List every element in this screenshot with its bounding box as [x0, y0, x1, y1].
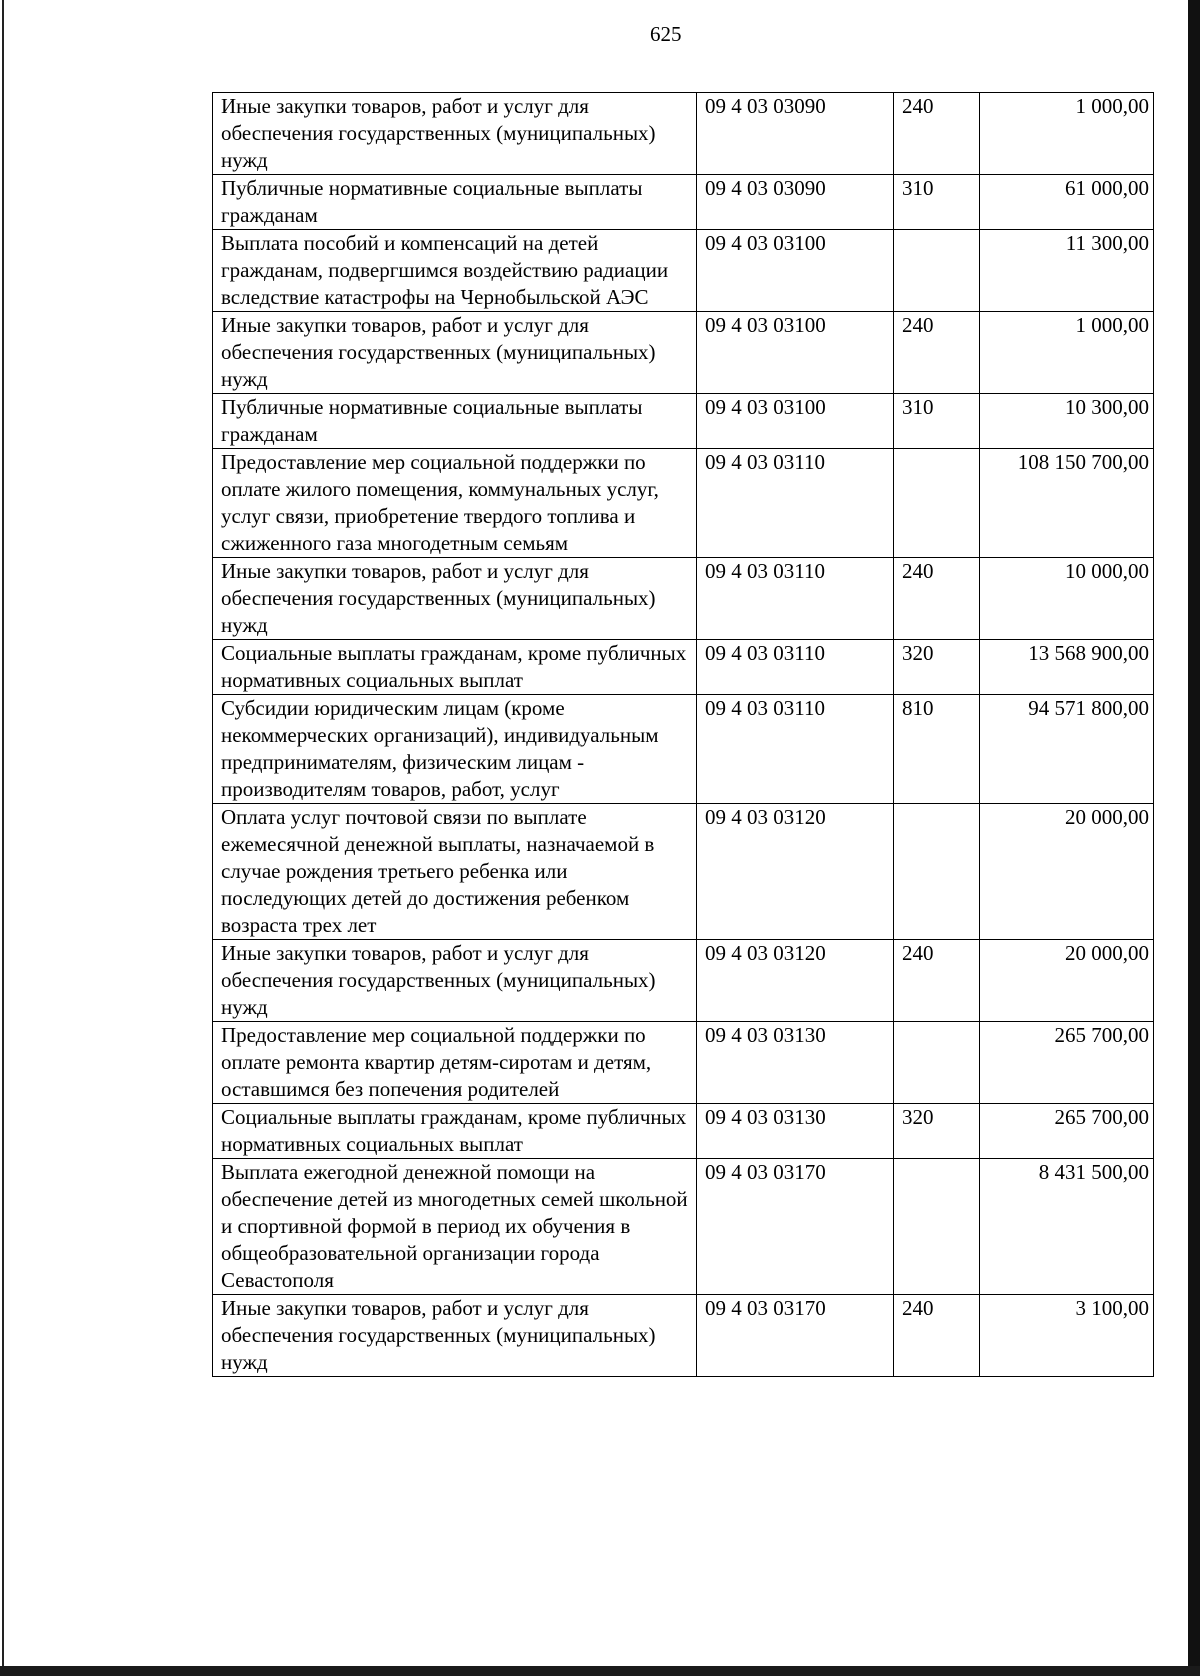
expense-name-cell: Иные закупки товаров, работ и услуг для обеспечения государственных (муниципальных) нужд — [213, 1295, 697, 1377]
expense-type-cell: 240 — [894, 558, 980, 640]
amount-cell: 11 300,00 — [980, 230, 1154, 312]
table-row — [213, 93, 1154, 175]
expense-type-cell — [894, 804, 980, 940]
target-code-cell: 09 4 03 03130 — [697, 1022, 894, 1104]
target-code-cell: 09 4 03 03110 — [697, 640, 894, 695]
table-row — [213, 230, 1154, 312]
expense-name-cell: Социальные выплаты гражданам, кроме публичных нормативных социальных выплат — [213, 1104, 697, 1159]
amount-cell: 1 000,00 — [980, 312, 1154, 394]
expense-name-cell: Публичные нормативные социальные выплаты гражданам — [213, 394, 697, 449]
amount-cell: 265 700,00 — [980, 1104, 1154, 1159]
table-row — [213, 312, 1154, 394]
amount-cell: 94 571 800,00 — [980, 695, 1154, 804]
expense-type-cell: 240 — [894, 312, 980, 394]
amount-cell: 10 300,00 — [980, 394, 1154, 449]
table-row — [213, 1159, 1154, 1295]
table-row — [213, 940, 1154, 1022]
scan-edge-right — [1188, 0, 1200, 1666]
expense-type-cell — [894, 449, 980, 558]
target-code-cell: 09 4 03 03120 — [697, 940, 894, 1022]
amount-cell: 108 150 700,00 — [980, 449, 1154, 558]
target-code-cell: 09 4 03 03170 — [697, 1295, 894, 1377]
target-code-cell: 09 4 03 03110 — [697, 449, 894, 558]
table-row — [213, 640, 1154, 695]
amount-cell: 20 000,00 — [980, 940, 1154, 1022]
budget-table — [212, 92, 1154, 1377]
expense-name-cell: Предоставление мер социальной поддержки по оплате ремонта квартир детям-сиротам и детям, оставшимся без попечения родителей — [213, 1022, 697, 1104]
target-code-cell: 09 4 03 03170 — [697, 1159, 894, 1295]
expense-type-cell: 240 — [894, 93, 980, 175]
table-row — [213, 175, 1154, 230]
expense-type-cell: 310 — [894, 394, 980, 449]
target-code-cell: 09 4 03 03100 — [697, 394, 894, 449]
expense-name-cell: Иные закупки товаров, работ и услуг для обеспечения государственных (муниципальных) нужд — [213, 940, 697, 1022]
expense-type-cell: 320 — [894, 1104, 980, 1159]
expense-name-cell: Субсидии юридическим лицам (кроме некоммерческих организаций), индивидуальным предпринимателям, физическим лицам - производителям товаров, работ, услуг — [213, 695, 697, 804]
target-code-cell: 09 4 03 03100 — [697, 312, 894, 394]
expense-name-cell: Предоставление мер социальной поддержки по оплате жилого помещения, коммунальных услуг, услуг связи, приобретение твердого топлива и сжиженного газа многодетным семьям — [213, 449, 697, 558]
budget-table-body — [213, 93, 1154, 1377]
page-number: 625 — [650, 22, 682, 46]
target-code-cell: 09 4 03 03090 — [697, 93, 894, 175]
expense-type-cell: 240 — [894, 940, 980, 1022]
expense-name-cell: Социальные выплаты гражданам, кроме публичных нормативных социальных выплат — [213, 640, 697, 695]
expense-type-cell — [894, 1159, 980, 1295]
expense-type-cell: 240 — [894, 1295, 980, 1377]
amount-cell: 265 700,00 — [980, 1022, 1154, 1104]
amount-cell: 3 100,00 — [980, 1295, 1154, 1377]
scan-edge-left — [2, 0, 4, 1676]
table-row — [213, 695, 1154, 804]
expense-name-cell: Выплата ежегодной денежной помощи на обеспечение детей из многодетных семей школьной и спортивной формой в период их обучения в общеобразовательной организации города Севастополя — [213, 1159, 697, 1295]
scan-edge-bottom — [0, 1666, 1200, 1676]
target-code-cell: 09 4 03 03130 — [697, 1104, 894, 1159]
expense-type-cell — [894, 1022, 980, 1104]
table-row — [213, 449, 1154, 558]
expense-name-cell: Оплата услуг почтовой связи по выплате ежемесячной денежной выплаты, назначаемой в случае рождения третьего ребенка или последующих детей до достижения ребенком возраста трех лет — [213, 804, 697, 940]
table-row — [213, 558, 1154, 640]
expense-type-cell: 320 — [894, 640, 980, 695]
expense-name-cell: Иные закупки товаров, работ и услуг для обеспечения государственных (муниципальных) нужд — [213, 93, 697, 175]
expense-name-cell: Публичные нормативные социальные выплаты гражданам — [213, 175, 697, 230]
amount-cell: 13 568 900,00 — [980, 640, 1154, 695]
amount-cell: 1 000,00 — [980, 93, 1154, 175]
expense-name-cell: Иные закупки товаров, работ и услуг для обеспечения государственных (муниципальных) нужд — [213, 312, 697, 394]
table-row — [213, 1104, 1154, 1159]
target-code-cell: 09 4 03 03120 — [697, 804, 894, 940]
table-row — [213, 394, 1154, 449]
expense-type-cell — [894, 230, 980, 312]
amount-cell: 8 431 500,00 — [980, 1159, 1154, 1295]
target-code-cell: 09 4 03 03110 — [697, 695, 894, 804]
expense-type-cell: 810 — [894, 695, 980, 804]
table-row — [213, 1295, 1154, 1377]
amount-cell: 61 000,00 — [980, 175, 1154, 230]
expense-name-cell: Иные закупки товаров, работ и услуг для обеспечения государственных (муниципальных) нужд — [213, 558, 697, 640]
target-code-cell: 09 4 03 03110 — [697, 558, 894, 640]
expense-name-cell: Выплата пособий и компенсаций на детей гражданам, подвергшимся воздействию радиации вследствие катастрофы на Чернобыльской АЭС — [213, 230, 697, 312]
expense-type-cell: 310 — [894, 175, 980, 230]
target-code-cell: 09 4 03 03100 — [697, 230, 894, 312]
amount-cell: 20 000,00 — [980, 804, 1154, 940]
table-row — [213, 804, 1154, 940]
amount-cell: 10 000,00 — [980, 558, 1154, 640]
target-code-cell: 09 4 03 03090 — [697, 175, 894, 230]
table-row — [213, 1022, 1154, 1104]
